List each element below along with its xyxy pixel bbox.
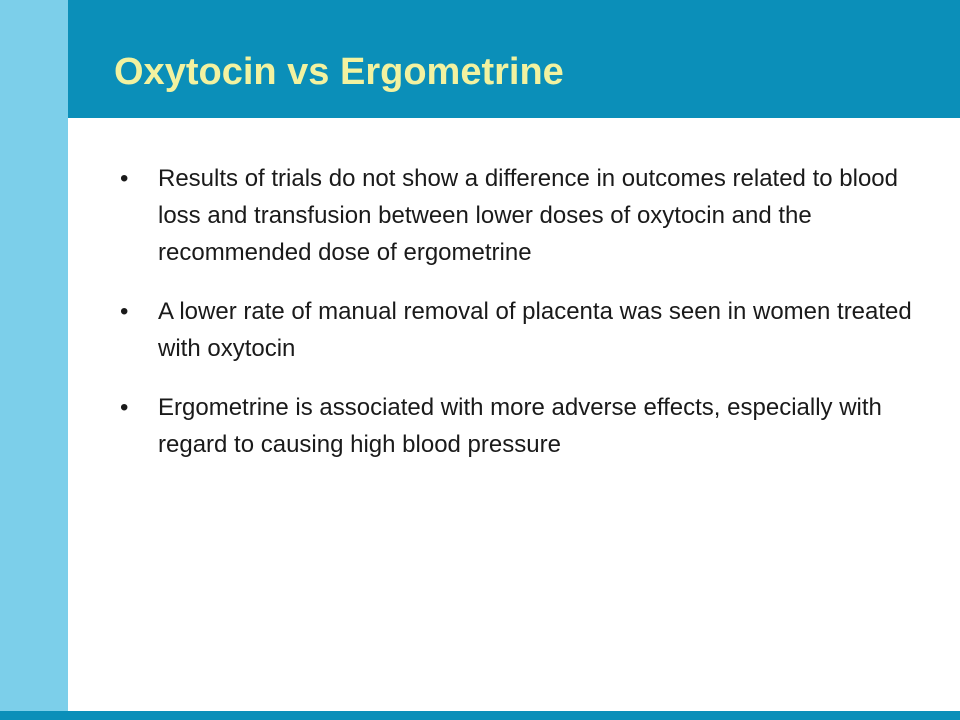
bullet-dot-icon: • xyxy=(120,298,129,325)
bullet-list xyxy=(118,160,918,485)
bullet-item xyxy=(118,293,918,367)
bullet-dot-icon: • xyxy=(120,165,129,192)
bullet-dot-icon: • xyxy=(120,394,129,421)
bullet-item xyxy=(118,389,918,463)
bullet-text: A lower rate of manual removal of placenta was seen in women treated with oxytocin xyxy=(158,298,912,362)
bullet-text: Ergometrine is associated with more adverse effects, especially with regard to causing high blood pressure xyxy=(158,394,882,458)
bottom-accent-line xyxy=(0,711,960,720)
slide-title: Oxytocin vs Ergometrine xyxy=(114,51,564,93)
bullet-text: Results of trials do not show a difference in outcomes related to blood loss and transfusion between lower doses of oxytocin and the recommended dose of ergometrine xyxy=(158,165,898,266)
bullet-item xyxy=(118,160,918,271)
left-accent-stripe xyxy=(0,0,68,720)
